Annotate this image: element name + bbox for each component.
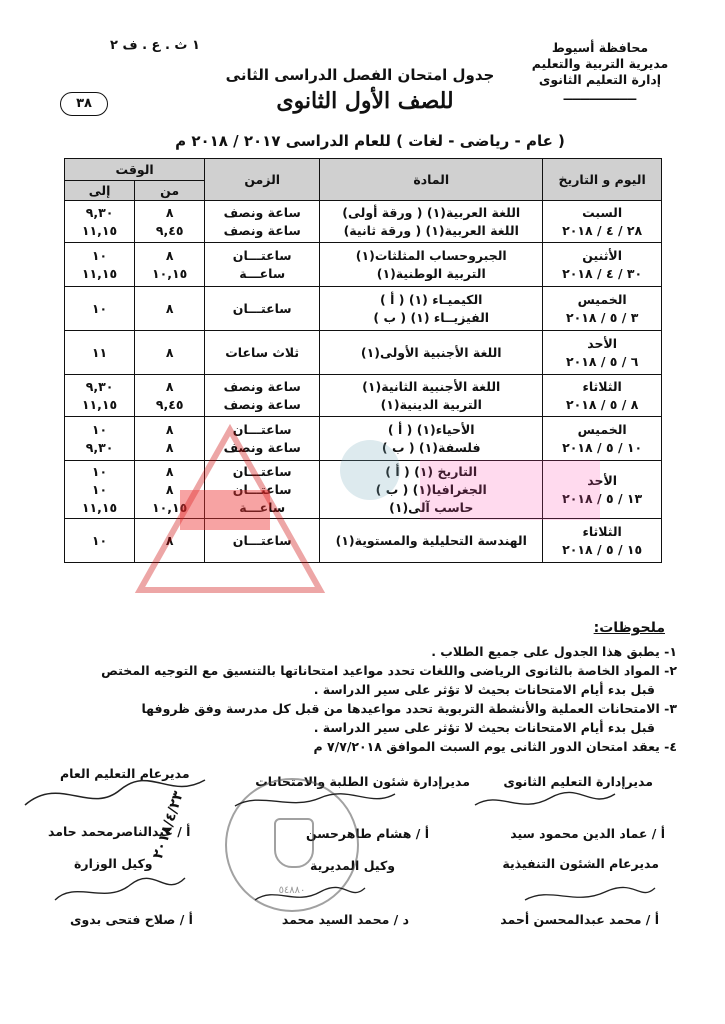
title-main: جدول امتحان الفصل الدراسى الثانى xyxy=(225,66,495,84)
subject-cell-line: الفيزيــاء (١) ( ب ) xyxy=(373,309,490,325)
from-cell xyxy=(135,331,205,375)
sig-name-hesham: أ / هشام طاهرحسن xyxy=(305,826,429,841)
to-cell-line: ١٠ xyxy=(91,247,108,263)
from-cell-line: ٨ xyxy=(165,204,174,220)
note-item: ١- يطبق هذا الجدول على جميع الطلاب . xyxy=(431,644,677,659)
from-cell xyxy=(135,243,205,287)
from-cell-line: ٨ xyxy=(165,300,174,316)
duration-cell-line: ساعتـــان xyxy=(232,481,292,497)
to-cell-line: ١١,١٥ xyxy=(81,499,118,515)
title-year: ( عام - رياضى - لغات ) للعام الدراسى ٢٠١٧ / ٢٠١٨ م xyxy=(175,132,565,150)
sig-name-emad: أ / عماد الدين محمود سيد xyxy=(510,826,665,841)
signature-scribble-icon xyxy=(230,786,400,816)
day-cell-line: ٦ / ٥ / ٢٠١٨ xyxy=(565,353,639,369)
subject-cell-line: اللغة العربية(١) ( ورقة ثانية) xyxy=(343,222,519,238)
day-cell-line: ١٥ / ٥ / ٢٠١٨ xyxy=(562,541,643,557)
duration-cell xyxy=(205,375,320,417)
subject-cell xyxy=(320,461,543,519)
day-cell-line: ١٣ / ٥ / ٢٠١٨ xyxy=(562,490,643,506)
duration-cell-line: ساعتـــان xyxy=(232,421,292,437)
table-row xyxy=(65,243,662,287)
day-cell-line: الأحد xyxy=(587,335,618,351)
header-duration: الزمن xyxy=(205,159,320,201)
subject-cell xyxy=(320,375,543,417)
day-cell-line: ٨ / ٥ / ٢٠١٨ xyxy=(565,396,639,412)
to-cell-line: ١٠ xyxy=(91,421,108,437)
sig-name-salah: أ / صلاح فتحى بدوى xyxy=(70,912,193,927)
from-cell xyxy=(135,417,205,461)
subject-cell-line: التاريخ (١) ( أ ) xyxy=(385,463,478,479)
subject-cell-line: الجبروحساب المثلثات(١) xyxy=(355,247,507,263)
day-cell-line: الثلاثاء xyxy=(582,378,622,394)
from-cell-line: ٨ xyxy=(165,532,174,548)
sig-title-student-affairs: مديرإدارة شئون الطلبة والامتحانات xyxy=(255,774,470,789)
to-cell xyxy=(65,417,135,461)
note-item: قبل بدء أيام الامتحانات بحيث لا تؤثر على سير الدراسة . xyxy=(313,682,655,697)
subject-cell xyxy=(320,417,543,461)
duration-cell xyxy=(205,287,320,331)
from-cell xyxy=(135,375,205,417)
to-cell-line: ١١,١٥ xyxy=(81,265,118,281)
administration: إدارة التعليم الثانوى xyxy=(538,72,662,87)
subject-cell-line: اللغة العربية(١) ( ورقة أولى) xyxy=(342,204,521,220)
notes-title: ملحوظات: xyxy=(593,620,665,636)
subject-cell-line: حاسب آلى(١) xyxy=(389,499,474,515)
duration-cell-line: ساعتـــان xyxy=(232,532,292,548)
sig-name-abdelnasser: أ / عبدالناصرمحمد حامد xyxy=(48,824,191,839)
day-cell xyxy=(543,375,662,417)
sig-name-mohamed-abdelmohsen: أ / محمد عبدالمحسن أحمد xyxy=(500,912,659,927)
header-subject: المادة xyxy=(320,159,543,201)
sig-title-secondary-ed: مديرإدارة التعليم الثانوى xyxy=(503,774,653,789)
note-item: ٢- المواد الخاصة بالثانوى الرياضى واللغات تحدد مواعيد امتحاناتها بالتنسيق مع التوجيه المختص xyxy=(101,663,677,678)
duration-cell xyxy=(205,519,320,563)
sig-title-ministry-deputy: وكيل الوزارة xyxy=(74,856,153,871)
day-cell xyxy=(543,243,662,287)
duration-cell-line: ساعة ونصف xyxy=(223,439,301,455)
day-cell xyxy=(543,287,662,331)
duration-cell-line: ساعة ونصف xyxy=(223,396,301,412)
table-row xyxy=(65,417,662,461)
governorate: محافظة أسيوط xyxy=(551,40,649,55)
duration-cell-line: ثلاث ساعات xyxy=(225,344,300,360)
subject-cell-line: الجغرافيا(١) ( ب ) xyxy=(375,481,487,497)
notes-list xyxy=(37,642,677,756)
to-cell xyxy=(65,375,135,417)
table-row xyxy=(65,461,662,519)
day-cell-line: الأثنين xyxy=(582,247,623,263)
to-cell xyxy=(65,243,135,287)
document-code: ١ ث . ع . ف ٢ xyxy=(110,38,200,53)
day-cell xyxy=(543,201,662,243)
subject-cell xyxy=(320,201,543,243)
signature-scribble-icon xyxy=(470,780,620,820)
signature-scribble-icon xyxy=(520,880,660,910)
title-grade: للصف الأول الثانوى xyxy=(276,88,454,114)
to-cell-line: ١٠ xyxy=(91,481,108,497)
to-cell-line: ٩,٣٠ xyxy=(85,204,114,220)
note-item: ٣- الامتحانات العملية والأنشطة التربوية تحدد مواعيدها من قبل كل مدرسة وفق ظروفها xyxy=(141,701,677,716)
subject-cell-line: التربية الوطنية(١) xyxy=(376,265,486,281)
subject-cell-line: الأحياء(١) ( أ ) xyxy=(387,421,475,437)
from-cell-line: ٨ xyxy=(165,421,174,437)
subject-cell-line: الكيميـاء (١) ( أ ) xyxy=(380,291,483,307)
issuer-block xyxy=(515,40,685,104)
table-row xyxy=(65,287,662,331)
from-cell-line: ١٠,١٥ xyxy=(152,265,188,281)
duration-cell-line: ساعـــة xyxy=(239,499,286,515)
to-cell-line: ٩,٣٠ xyxy=(85,378,114,394)
from-cell-line: ٨ xyxy=(165,378,174,394)
duration-cell xyxy=(205,201,320,243)
from-cell-line: ٨ xyxy=(165,463,174,479)
subject-cell-line: اللغة الأجنبية الأولى(١) xyxy=(360,344,502,360)
sig-title-directorate-deputy: وكيل المديرية xyxy=(310,858,395,873)
eagle-emblem-icon xyxy=(274,818,314,868)
header-day: اليوم و التاريخ xyxy=(543,159,662,201)
duration-cell xyxy=(205,461,320,519)
page-number: ٣٨ xyxy=(60,92,108,116)
header-from: من xyxy=(135,181,205,201)
table-row xyxy=(65,201,662,243)
stamp-number: ٥٤٨٨٠ xyxy=(278,885,306,896)
subject-cell-line: التربية الدينية(١) xyxy=(380,396,482,412)
header-time: الوقت xyxy=(65,159,205,181)
to-cell xyxy=(65,331,135,375)
exam-schedule-table xyxy=(64,158,662,563)
to-cell-line: ١١,١٥ xyxy=(81,222,118,238)
table-row xyxy=(65,519,662,563)
to-cell-line: ٩,٣٠ xyxy=(85,439,114,455)
day-cell-line: الخميس xyxy=(577,421,627,437)
from-cell-line: ٩,٤٥ xyxy=(155,222,184,238)
signature-scribble-icon xyxy=(250,878,370,908)
from-cell-line: ٨ xyxy=(165,344,174,360)
from-cell xyxy=(135,287,205,331)
to-cell-line: ١١,١٥ xyxy=(81,396,118,412)
from-cell-line: ٩,٤٥ xyxy=(155,396,184,412)
from-cell-line: ٨ xyxy=(165,481,174,497)
from-cell-line: ٨ xyxy=(165,439,174,455)
signature-scribble-icon xyxy=(50,870,190,910)
from-cell xyxy=(135,461,205,519)
subject-cell xyxy=(320,287,543,331)
subject-cell-line: الهندسة التحليلية والمستوية(١) xyxy=(335,532,527,548)
header-to: إلى xyxy=(65,181,135,201)
day-cell-line: ٣ / ٥ / ٢٠١٨ xyxy=(565,309,639,325)
to-cell-line: ١٠ xyxy=(91,532,108,548)
duration-cell xyxy=(205,331,320,375)
sig-name-mohamed-elsayed: د / محمد السيد محمد xyxy=(281,912,409,927)
day-cell-line: الأحد xyxy=(587,472,618,488)
day-cell xyxy=(543,519,662,563)
day-cell xyxy=(543,461,662,519)
to-cell xyxy=(65,201,135,243)
sig-title-general-ed: مديرعام التعليم العام xyxy=(60,766,190,781)
subject-cell-line: اللغة الأجنبية الثانية(١) xyxy=(362,378,501,394)
table-row xyxy=(65,331,662,375)
to-cell-line: ١١ xyxy=(91,344,108,360)
directorate: مديرية التربية والتعليم xyxy=(531,56,669,71)
to-cell xyxy=(65,461,135,519)
duration-cell-line: ساعتـــان xyxy=(232,300,292,316)
subject-cell xyxy=(320,243,543,287)
day-cell xyxy=(543,331,662,375)
to-cell xyxy=(65,287,135,331)
to-cell-line: ١٠ xyxy=(91,463,108,479)
duration-cell xyxy=(205,417,320,461)
table-row xyxy=(65,375,662,417)
day-cell-line: ٢٨ / ٤ / ٢٠١٨ xyxy=(562,222,643,238)
day-cell-line: ٣٠ / ٤ / ٢٠١٨ xyxy=(562,265,643,281)
day-cell xyxy=(543,417,662,461)
sig-title-executive: مديرعام الشئون التنفيذية xyxy=(502,856,659,871)
from-cell xyxy=(135,201,205,243)
to-cell xyxy=(65,519,135,563)
duration-cell xyxy=(205,243,320,287)
duration-cell-line: ساعـــة xyxy=(239,265,286,281)
duration-cell-line: ساعة ونصف xyxy=(223,222,301,238)
subject-cell-line: فلسفة(١) ( ب ) xyxy=(381,439,481,455)
day-cell-line: السبت xyxy=(582,204,623,220)
duration-cell-line: ساعة ونصف xyxy=(223,378,301,394)
day-cell-line: الثلاثاء xyxy=(582,523,622,539)
dots-line: ـــــــــــــــــ xyxy=(563,88,637,103)
to-cell-line: ١٠ xyxy=(91,300,108,316)
handwritten-date: ٢٠١٨/٤/٢٣ xyxy=(150,789,187,861)
from-cell-line: ٨ xyxy=(165,247,174,263)
note-item: قبل بدء أيام الامتحانات بحيث لا تؤثر على سير الدراسة . xyxy=(313,720,655,735)
subject-cell xyxy=(320,519,543,563)
duration-cell-line: ساعتـــان xyxy=(232,463,292,479)
from-cell-line: ١٠,١٥ xyxy=(152,499,188,515)
duration-cell-line: ساعة ونصف xyxy=(223,204,301,220)
day-cell-line: الخميس xyxy=(577,291,627,307)
day-cell-line: ١٠ / ٥ / ٢٠١٨ xyxy=(562,439,643,455)
subject-cell xyxy=(320,331,543,375)
note-item: ٤- يعقد امتحان الدور الثانى يوم السبت الموافق ٧/٧/٢٠١٨ م xyxy=(313,739,677,754)
from-cell xyxy=(135,519,205,563)
duration-cell-line: ساعتـــان xyxy=(232,247,292,263)
signature-scribble-icon xyxy=(20,770,210,820)
